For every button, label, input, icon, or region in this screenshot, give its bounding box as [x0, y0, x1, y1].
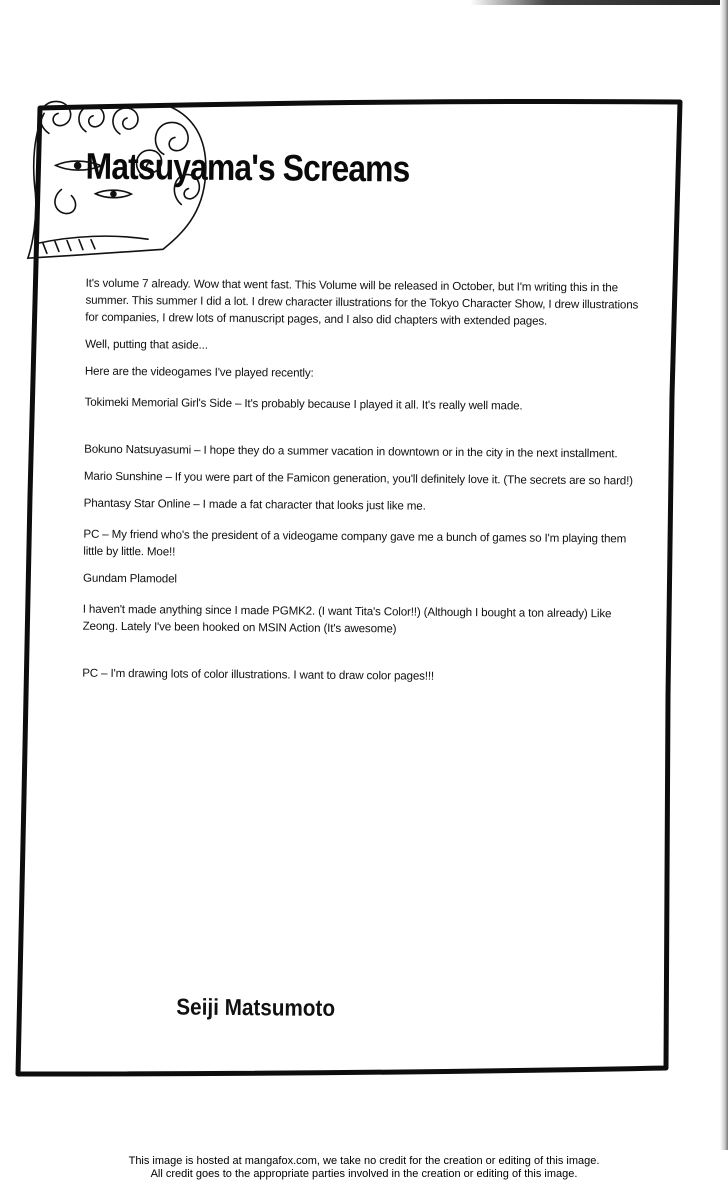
paragraph-gundam: Gundam Plamodel — [83, 571, 177, 586]
author-signature: Seiji Matsumoto — [176, 993, 336, 1021]
paragraph-pgmk2: I haven't made anything since I made PGMK2. (I want Tita's Color!!) (Although I bought a ton already) Like Zeong. Lately I've been hooked on MSIN Action (It's awesome) — [82, 602, 612, 636]
scan-edge-top — [470, 0, 728, 5]
paragraph-phantasy: Phantasy Star Online – I made a fat character that looks just like me. — [83, 496, 426, 513]
paragraph-bokuno: Bokuno Natsuyasumi – I hope they do a summer vacation in downtown or in the city in the next installment. — [84, 442, 618, 461]
body-text — [82, 275, 646, 687]
paragraph-pc-color: PC – I'm drawing lots of color illustrations. I want to draw color pages!!! — [82, 666, 435, 683]
paragraph-pc-games: PC – My friend who's the president of a videogame company gave me a bunch of games so I'm playing them little by little. Moe!! — [83, 527, 627, 559]
page-title: Matsuyama's Screams — [85, 145, 410, 190]
footer-line-2: All credit goes to the appropriate parties involved in the creation or editing of this image. — [150, 1168, 578, 1180]
scan-edge-right — [720, 0, 728, 1150]
paragraph-tokimeki: Tokimeki Memorial Girl's Side – It's probably because I played it all. It's really well made. — [84, 395, 523, 413]
paragraph-games-heading: Here are the videogames I've played recently: — [84, 364, 314, 380]
paragraph-mario: Mario Sunshine – If you were part of the Famicon generation, you'll definitely love it. (The secrets are so hard!) — [83, 469, 633, 488]
self-portrait-sketch — [13, 93, 214, 265]
paragraph-aside: Well, putting that aside... — [85, 337, 208, 352]
footer-line-1: This image is hosted at mangafox.com, we take no credit for the creation or editing of this image. — [128, 1155, 600, 1167]
hand-drawn-frame — [10, 96, 693, 1078]
paragraph-intro: It's volume 7 already. Wow that went fast. This Volume will be released in October, but I'm writing this in the summer. This summer I did a lot. I drew character illustrations for the Tokyo Character Show, I drew illustrations for companies, I drew lots of manuscript pages, and I also did chapters with extended pages. — [85, 276, 639, 328]
hosting-credit-footer — [0, 1155, 728, 1181]
page-content — [6, 93, 698, 1081]
